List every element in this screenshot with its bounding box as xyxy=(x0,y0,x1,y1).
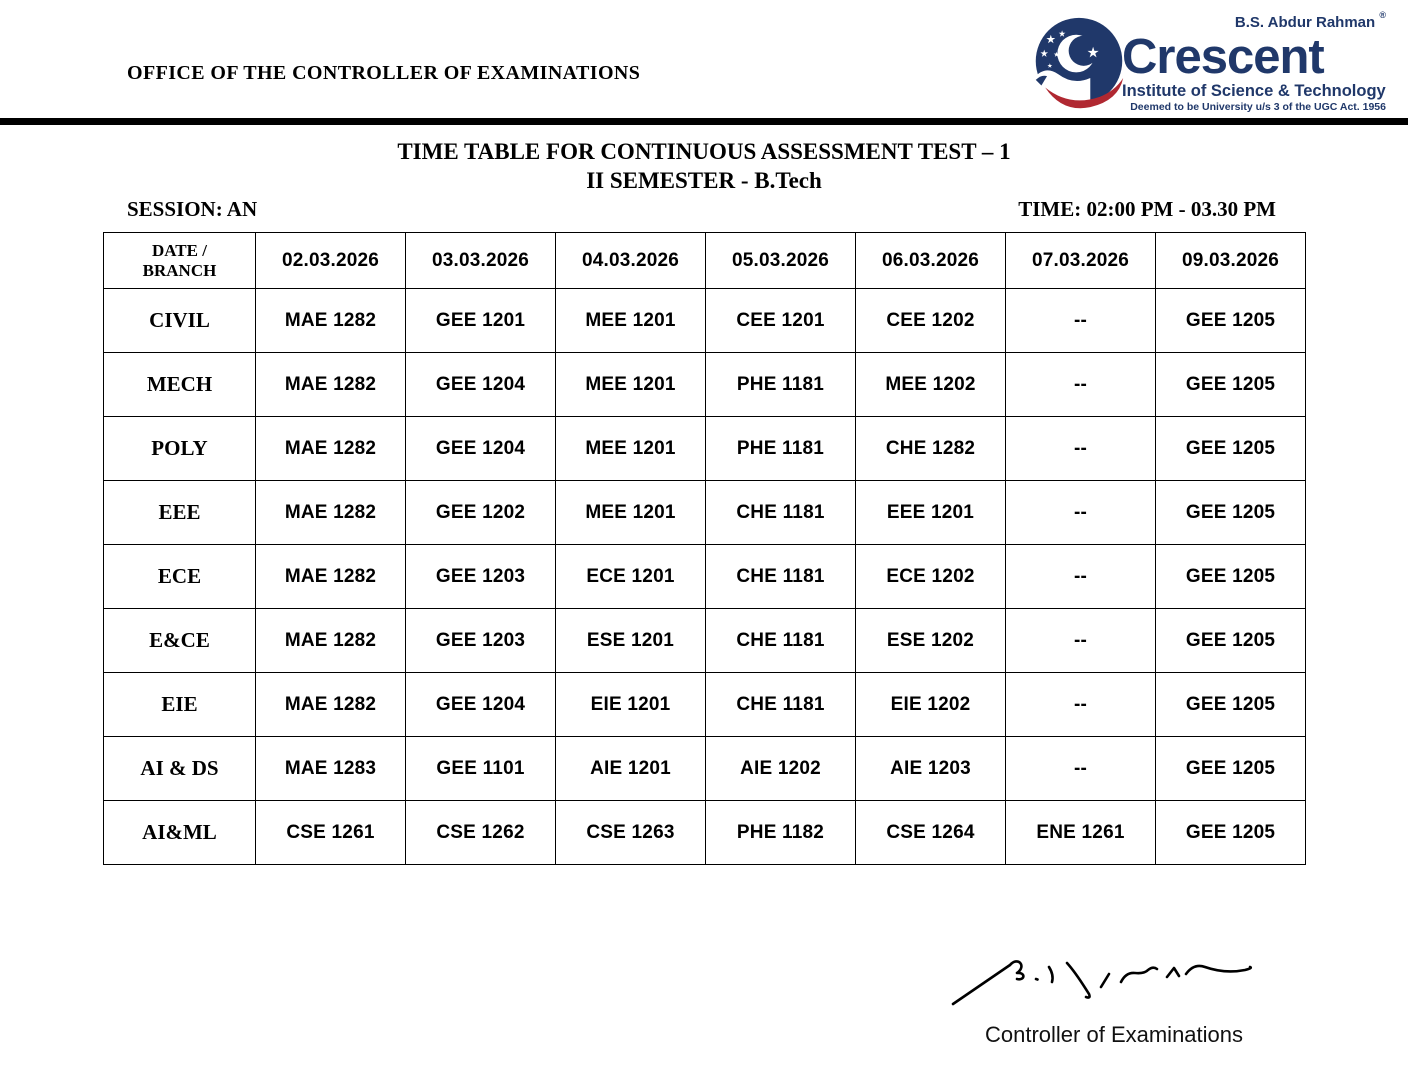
course-cell: EIE 1201 xyxy=(556,673,706,737)
course-cell: GEE 1205 xyxy=(1156,289,1306,353)
course-cell: PHE 1181 xyxy=(706,417,856,481)
logo-subtitle: Institute of Science & Technology xyxy=(1122,82,1386,100)
timetable-header-row xyxy=(104,233,1306,289)
date-header: 02.03.2026 xyxy=(256,233,406,289)
course-cell: -- xyxy=(1006,481,1156,545)
course-cell: GEE 1204 xyxy=(406,673,556,737)
logo-tagline: Deemed to be University u/s 3 of the UGC Act. 1956 xyxy=(1130,101,1386,113)
document-title: TIME TABLE FOR CONTINUOUS ASSESSMENT TEST – 1 xyxy=(397,139,1011,164)
course-cell: GEE 1202 xyxy=(406,481,556,545)
table-row xyxy=(104,289,1306,353)
table-row xyxy=(104,801,1306,865)
course-cell: GEE 1203 xyxy=(406,609,556,673)
course-cell: GEE 1205 xyxy=(1156,609,1306,673)
course-cell: GEE 1205 xyxy=(1156,417,1306,481)
institute-logo xyxy=(1032,6,1388,116)
session-label: SESSION: AN xyxy=(127,197,258,221)
branch-label: MECH xyxy=(104,353,256,417)
course-cell: GEE 1205 xyxy=(1156,481,1306,545)
date-header: 07.03.2026 xyxy=(1006,233,1156,289)
course-cell: ECE 1202 xyxy=(856,545,1006,609)
course-cell: CEE 1201 xyxy=(706,289,856,353)
course-cell: -- xyxy=(1006,353,1156,417)
course-cell: MAE 1282 xyxy=(256,481,406,545)
course-cell: MEE 1201 xyxy=(556,417,706,481)
course-cell: MAE 1283 xyxy=(256,737,406,801)
course-cell: AIE 1203 xyxy=(856,737,1006,801)
course-cell: GEE 1204 xyxy=(406,417,556,481)
course-cell: MAE 1282 xyxy=(256,609,406,673)
branch-label: AI&ML xyxy=(104,801,256,865)
course-cell: GEE 1205 xyxy=(1156,545,1306,609)
date-header: 04.03.2026 xyxy=(556,233,706,289)
branch-label: EIE xyxy=(104,673,256,737)
course-cell: -- xyxy=(1006,737,1156,801)
course-cell: CHE 1181 xyxy=(706,481,856,545)
course-cell: -- xyxy=(1006,673,1156,737)
table-row xyxy=(104,673,1306,737)
signatory-title: Controller of Examinations xyxy=(985,1022,1244,1047)
branch-label: POLY xyxy=(104,417,256,481)
course-cell: MEE 1202 xyxy=(856,353,1006,417)
course-cell: GEE 1101 xyxy=(406,737,556,801)
date-header: 03.03.2026 xyxy=(406,233,556,289)
course-cell: MAE 1282 xyxy=(256,289,406,353)
course-cell: CHE 1282 xyxy=(856,417,1006,481)
course-cell: GEE 1201 xyxy=(406,289,556,353)
timetable-body xyxy=(104,289,1306,865)
course-cell: ESE 1201 xyxy=(556,609,706,673)
course-cell: CSE 1261 xyxy=(256,801,406,865)
course-cell: MAE 1282 xyxy=(256,353,406,417)
document-subtitle: II SEMESTER - B.Tech xyxy=(586,168,822,193)
course-cell: MEE 1201 xyxy=(556,481,706,545)
course-cell: AIE 1202 xyxy=(706,737,856,801)
logo-pre-title: B.S. Abdur Rahman ® xyxy=(1234,10,1386,31)
office-title: OFFICE OF THE CONTROLLER OF EXAMINATIONS xyxy=(127,62,641,84)
course-cell: -- xyxy=(1006,545,1156,609)
table-row xyxy=(104,737,1306,801)
course-cell: CHE 1181 xyxy=(706,609,856,673)
branch-label: E&CE xyxy=(104,609,256,673)
date-header: 05.03.2026 xyxy=(706,233,856,289)
logo-text-block xyxy=(1122,6,1388,114)
course-cell: CHE 1181 xyxy=(706,673,856,737)
course-cell: PHE 1181 xyxy=(706,353,856,417)
course-cell: MAE 1282 xyxy=(256,545,406,609)
course-cell: MEE 1201 xyxy=(556,353,706,417)
course-cell: AIE 1201 xyxy=(556,737,706,801)
branch-label: AI & DS xyxy=(104,737,256,801)
course-cell: CSE 1263 xyxy=(556,801,706,865)
signature-scribble xyxy=(948,946,1254,1010)
course-cell: -- xyxy=(1006,289,1156,353)
table-row xyxy=(104,609,1306,673)
table-row xyxy=(104,481,1306,545)
branch-label: CIVIL xyxy=(104,289,256,353)
course-cell: GEE 1205 xyxy=(1156,353,1306,417)
course-cell: EIE 1202 xyxy=(856,673,1006,737)
corner-header: DATE / BRANCH xyxy=(104,233,256,289)
course-cell: ESE 1202 xyxy=(856,609,1006,673)
table-row xyxy=(104,545,1306,609)
registered-mark: ® xyxy=(1379,10,1386,20)
course-cell: GEE 1205 xyxy=(1156,801,1306,865)
course-cell: GEE 1204 xyxy=(406,353,556,417)
course-cell: PHE 1182 xyxy=(706,801,856,865)
course-cell: CSE 1264 xyxy=(856,801,1006,865)
course-cell: -- xyxy=(1006,417,1156,481)
course-cell: GEE 1203 xyxy=(406,545,556,609)
course-cell: MAE 1282 xyxy=(256,673,406,737)
table-row xyxy=(104,353,1306,417)
date-header: 09.03.2026 xyxy=(1156,233,1306,289)
table-row xyxy=(104,417,1306,481)
time-label: TIME: 02:00 PM - 03.30 PM xyxy=(1018,197,1276,221)
timetable xyxy=(103,232,1306,865)
header-divider xyxy=(0,118,1408,125)
branch-label: EEE xyxy=(104,481,256,545)
course-cell: ECE 1201 xyxy=(556,545,706,609)
course-cell: CHE 1181 xyxy=(706,545,856,609)
course-cell: CEE 1202 xyxy=(856,289,1006,353)
course-cell: GEE 1205 xyxy=(1156,737,1306,801)
logo-brand: Crescent xyxy=(1122,30,1324,84)
course-cell: EEE 1201 xyxy=(856,481,1006,545)
crescent-emblem-icon xyxy=(1032,14,1126,112)
course-cell: -- xyxy=(1006,609,1156,673)
course-cell: CSE 1262 xyxy=(406,801,556,865)
date-header: 06.03.2026 xyxy=(856,233,1006,289)
course-cell: ENE 1261 xyxy=(1006,801,1156,865)
branch-label: ECE xyxy=(104,545,256,609)
course-cell: MAE 1282 xyxy=(256,417,406,481)
course-cell: MEE 1201 xyxy=(556,289,706,353)
course-cell: GEE 1205 xyxy=(1156,673,1306,737)
